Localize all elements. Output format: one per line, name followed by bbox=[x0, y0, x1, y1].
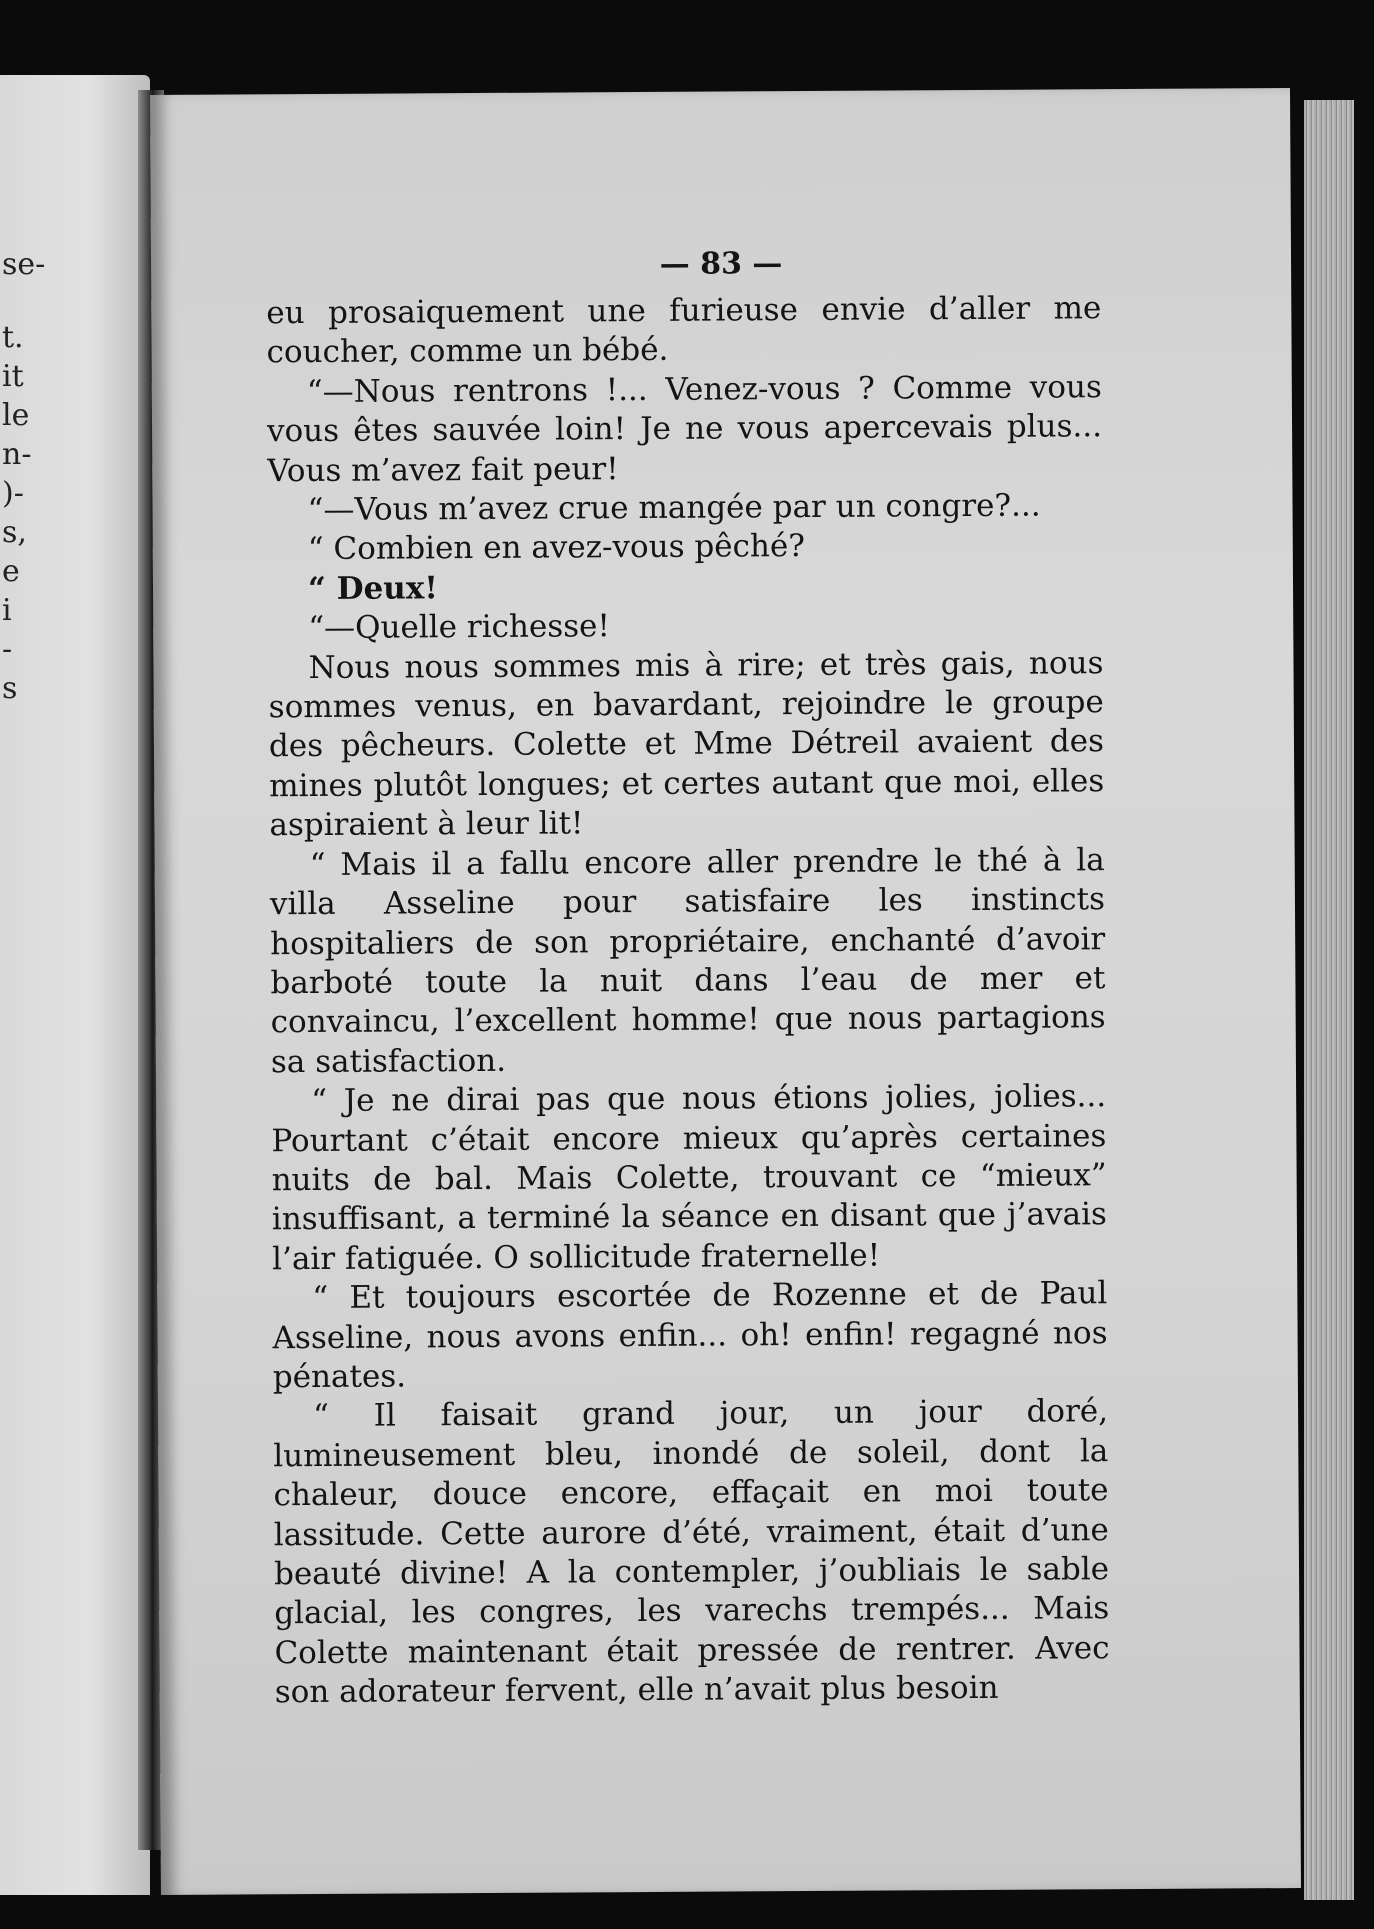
paragraph: “—Quelle richesse! bbox=[308, 608, 611, 647]
page-edges bbox=[1304, 100, 1354, 1900]
margin-fragment: - bbox=[2, 632, 13, 667]
margin-fragment: )- bbox=[2, 476, 24, 511]
margin-fragment: s bbox=[2, 671, 18, 706]
paragraph: “ Il faisait grand jour, un jour doré, lumineusement bleu, inondé de soleil, dont la chaleur, douce encore, effaçait en moi toute lassitude. Cette aurore d’été, vraiment, était d’une beauté divine! A la contempler, j’oubliais le sable glacial, les congres, les varechs trempés... Mais Colette maintenant était pressée de rentrer. Avec son adorateur fervent, elle n’avait plus besoin bbox=[273, 1393, 1110, 1711]
margin-fragment: i bbox=[2, 593, 12, 628]
paragraph: “ Mais il a fallu encore aller prendre le thé à la villa Asseline pour satisfaire les instincts hospitaliers de son propriétaire, enchanté d’avoir barboté toute la nuit dans l’eau de mer et convaincu, l’excellent homme! que nous partagions sa satisfaction. bbox=[269, 841, 1106, 1080]
paragraph: “—Nous rentrons !... Venez-vous ? Comme vous vous êtes sauvée loin! Je ne vous apercevais plus... Vous m’avez fait peur! bbox=[266, 369, 1103, 489]
margin-fragment: n- bbox=[2, 437, 32, 472]
body-text bbox=[266, 289, 1110, 1713]
paragraph: “ Je ne dirai pas que nous étions jolies, jolies... Pourtant c’était encore mieux qu’après certaines nuits de bal. Mais Colette, trouvant ce “mieux” insuffisant, a terminé la séance en disant que j’avais l’air fatiguée. O sollicitude fraternelle! bbox=[271, 1078, 1107, 1278]
paragraph: “—Vous m’avez crue mangée par un congre?... bbox=[307, 487, 1041, 529]
paragraph: “ Et toujours escortée de Rozenne et de Paul Asseline, nous avons enfin... oh! enfin! regagné nos pénates. bbox=[272, 1275, 1108, 1396]
previous-page bbox=[0, 75, 150, 1895]
margin-fragment: e bbox=[2, 554, 20, 589]
paragraph: “ Deux! bbox=[307, 570, 438, 607]
paragraph: eu prosaiquement une furieuse envie d’aller me coucher, comme un bébé. bbox=[266, 290, 1102, 371]
margin-fragment: s, bbox=[2, 515, 27, 550]
margin-fragment: t. bbox=[2, 320, 24, 355]
margin-fragment: le bbox=[2, 398, 30, 433]
margin-fragment: se- bbox=[2, 247, 46, 282]
page-number: — 83 — bbox=[659, 246, 783, 282]
book-page bbox=[150, 88, 1301, 1895]
margin-fragment: it bbox=[2, 359, 24, 394]
paragraph: Nous nous sommes mis à rire; et très gais, nous sommes venus, en bavardant, rejoindre le groupe des pêcheurs. Colette et Mme Détreil avaient des mines plutôt longues; et certes autant que moi, elles aspiraient à leur lit! bbox=[268, 644, 1105, 844]
paragraph: “ Combien en avez-vous pêché? bbox=[307, 528, 805, 568]
